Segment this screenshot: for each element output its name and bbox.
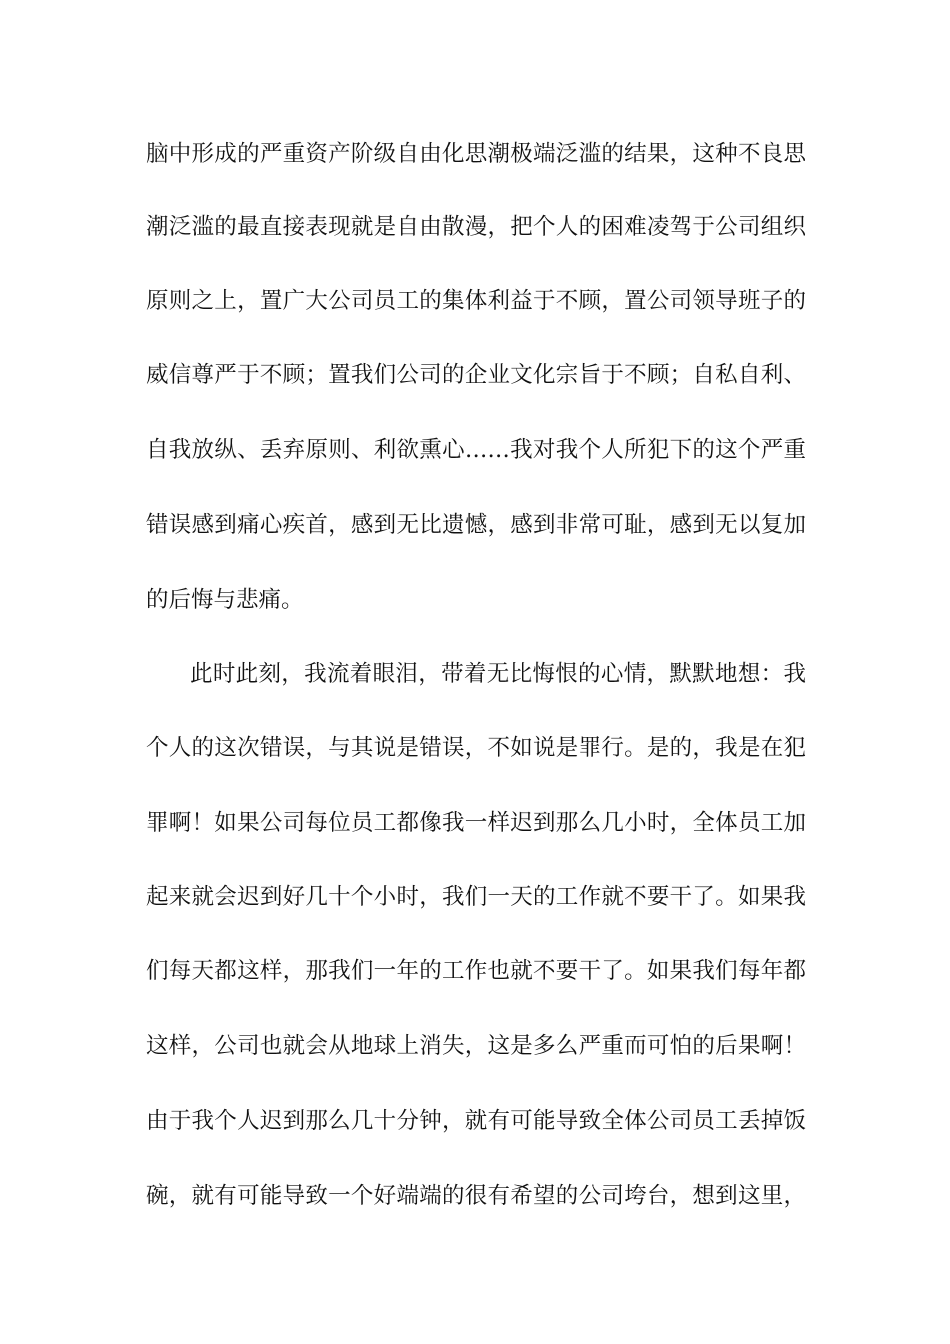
text-line: 潮泛滥的最直接表现就是自由散漫，把个人的困难凌驾于公司组织: [146, 214, 806, 240]
text-line: 原则之上，置广大公司员工的集体利益于不顾，置公司领导班子的: [146, 288, 806, 314]
text-line: 起来就会迟到好几十个小时，我们一天的工作就不要干了。如果我: [146, 884, 806, 910]
paragraph-first-line: 此时此刻，我流着眼泪，带着无比悔恨的心情，默默地想：我: [190, 661, 806, 687]
text-line: 由于我个人迟到那么几十分钟，就有可能导致全体公司员工丢掉饭: [146, 1108, 806, 1134]
text-line: 罪啊！如果公司每位员工都像我一样迟到那么几小时，全体员工加: [146, 810, 806, 836]
text-line: 的后悔与悲痛。: [146, 587, 304, 613]
text-line: 个人的这次错误，与其说是错误，不如说是罪行。是的，我是在犯: [146, 735, 806, 761]
text-line: 碗，就有可能导致一个好端端的很有希望的公司垮台，想到这里，: [146, 1183, 806, 1209]
text-line: 错误感到痛心疾首，感到无比遗憾，感到非常可耻，感到无以复加: [146, 512, 806, 538]
text-line: 这样，公司也就会从地球上消失，这是多么严重而可怕的后果啊！: [146, 1033, 806, 1059]
text-line: 自我放纵、丢弃原则、利欲熏心……我对我个人所犯下的这个严重: [146, 437, 806, 463]
text-line: 威信尊严于不顾；置我们公司的企业文化宗旨于不顾；自私自利、: [146, 362, 806, 388]
text-line: 脑中形成的严重资产阶级自由化思潮极端泛滥的结果，这种不良思: [146, 141, 806, 167]
text-line: 们每天都这样，那我们一年的工作也就不要干了。如果我们每年都: [146, 958, 806, 984]
